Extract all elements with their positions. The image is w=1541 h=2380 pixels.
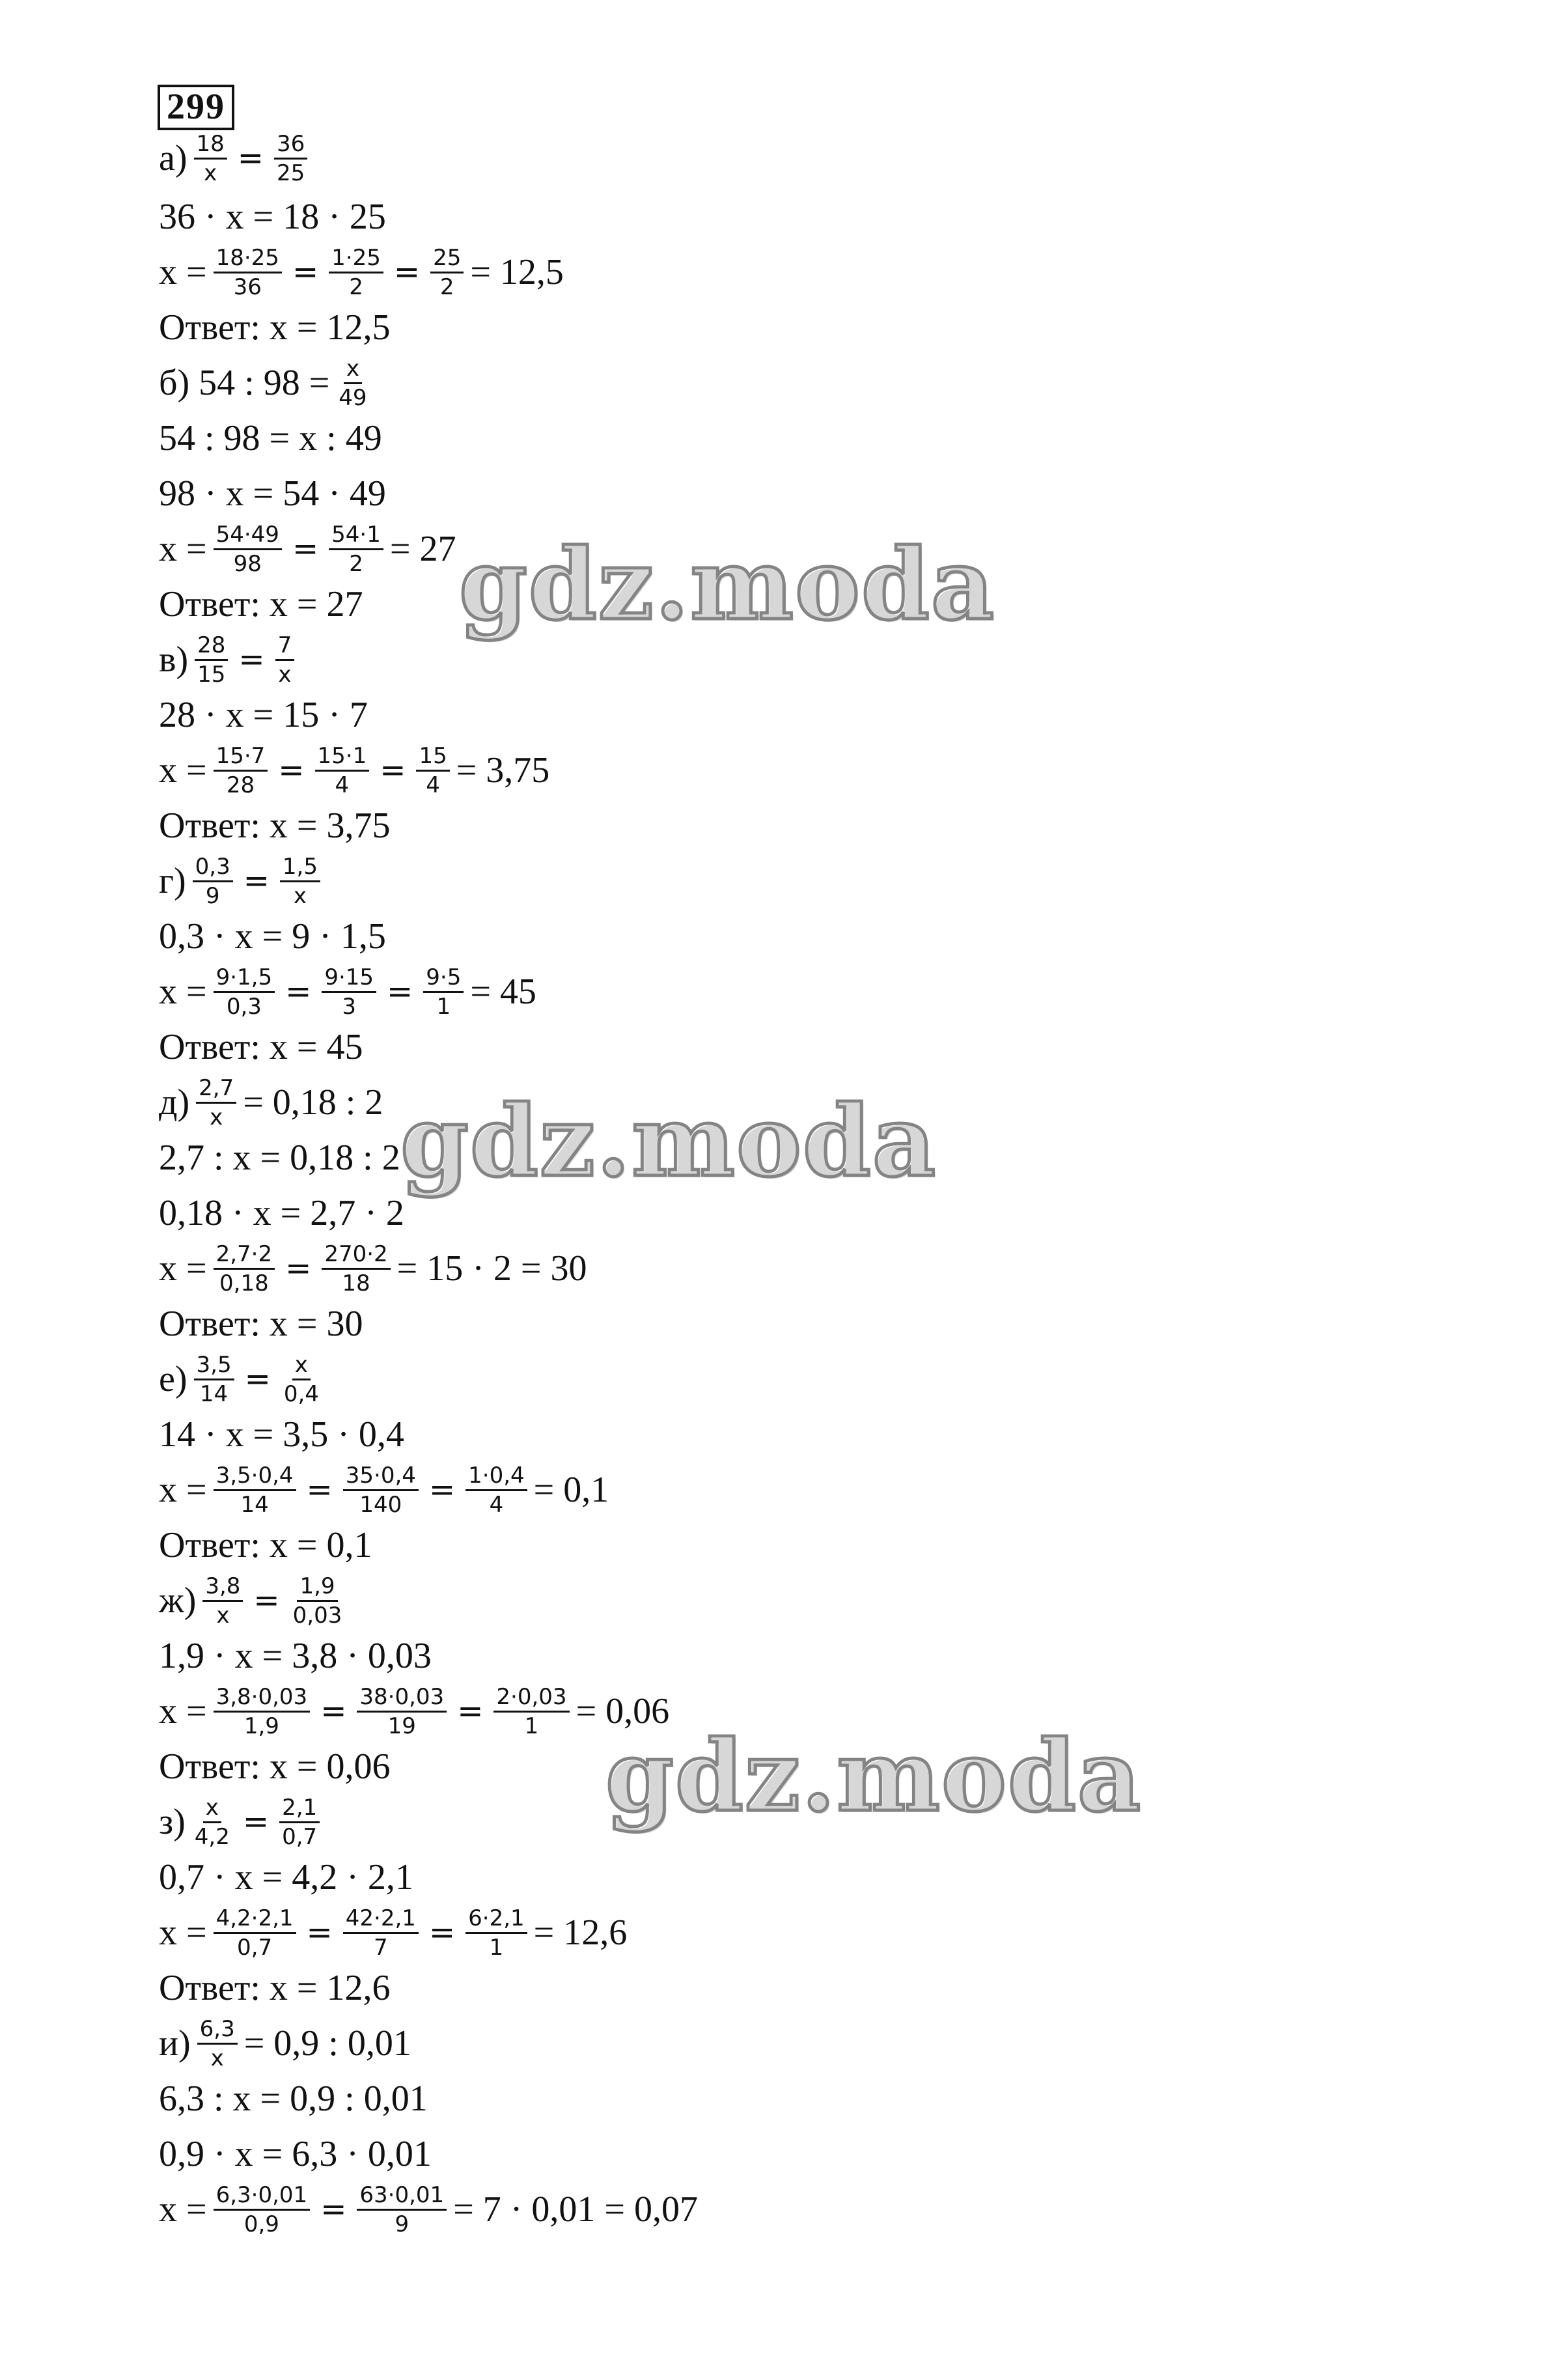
fraction-numerator: 9·5 [423, 966, 464, 993]
fraction-denominator: 36 [233, 273, 262, 300]
fraction [281, 1351, 322, 1407]
equals-sign: = [457, 1693, 484, 1729]
line-text: Ответ: x = 3,75 [159, 805, 391, 846]
item-label: з) [159, 1802, 186, 1842]
fraction [214, 742, 268, 798]
line-text: 0,7 · x = 4,2 · 2,1 [159, 1857, 413, 1897]
line-text: 6,3 : x = 0,9 : 0,01 [159, 2079, 428, 2119]
fraction-numerator: 25 [430, 247, 464, 273]
solution-line [156, 2015, 414, 2071]
line-lead: x = [159, 1248, 207, 1289]
fraction [214, 244, 282, 300]
fraction-numerator: 28 [195, 634, 228, 661]
fraction-numerator: 3,5 [194, 1354, 234, 1380]
line-lead: x = [159, 2189, 207, 2230]
line-lead: x = [159, 1470, 207, 1510]
line-text: 36 · x = 18 · 25 [159, 197, 386, 237]
fraction-denominator: x [210, 2045, 224, 2071]
fraction [193, 853, 233, 909]
fraction [290, 1575, 345, 1627]
fraction-numerator: 1·0,4 [465, 1464, 527, 1491]
fraction [329, 244, 383, 300]
equals-sign: = [306, 1914, 333, 1951]
solution-line [156, 798, 393, 854]
fraction [194, 130, 227, 186]
solution-line [156, 1240, 589, 1296]
fraction-numerator: 2,7 [196, 1077, 236, 1104]
equals-sign: = [243, 863, 270, 899]
fraction [214, 521, 282, 577]
fraction-denominator: 4 [489, 1491, 504, 1518]
fraction-denominator: 9 [395, 2211, 410, 2237]
fraction-numerator: 18 [194, 133, 227, 160]
line-lead: x = [159, 1691, 207, 1731]
line-text: 0,18 · x = 2,7 · 2 [159, 1193, 404, 1233]
fraction-numerator: 3,8·0,03 [214, 1686, 311, 1713]
fraction-denominator: 3 [342, 993, 356, 1020]
fraction-numerator: 15·1 [315, 745, 370, 772]
equals-sign: = [292, 531, 319, 567]
line-text: Ответ: x = 0,1 [159, 1525, 372, 1565]
fraction [275, 634, 295, 686]
fraction-denominator: 9 [205, 882, 220, 909]
fraction [214, 2181, 311, 2237]
fraction [315, 742, 370, 798]
fraction-denominator: 2 [349, 550, 363, 577]
fraction [202, 1575, 243, 1627]
fraction-denominator: 0,7 [237, 1934, 273, 1961]
line-text: Ответ: x = 30 [159, 1304, 363, 1344]
solution-line [156, 1683, 672, 1739]
fraction-numerator: 54·1 [329, 524, 383, 550]
fraction-denominator: 0,03 [292, 1602, 342, 1629]
fraction-denominator: 1 [489, 1934, 504, 1961]
solution-line [156, 1849, 416, 1905]
line-tail: = 15 · 2 = 30 [396, 1248, 587, 1289]
solution-line [156, 244, 566, 300]
equals-sign: = [292, 254, 319, 290]
fraction [493, 1683, 569, 1739]
fraction-denominator: x [216, 1602, 230, 1629]
fraction-numerator: 9·15 [322, 966, 376, 993]
fraction-numerator: 15 [416, 745, 449, 772]
equals-sign: = [253, 1582, 280, 1619]
solution-line [156, 355, 374, 411]
solution-line [156, 130, 311, 186]
solution-line [156, 2071, 430, 2127]
fraction [416, 742, 449, 798]
equals-sign: = [244, 1361, 271, 1397]
fraction-numerator: 3,5·0,4 [214, 1464, 296, 1491]
fraction-numerator: 38·0,03 [357, 1686, 447, 1713]
solution-line [156, 1960, 393, 2016]
fraction-numerator: 270·2 [322, 1243, 390, 1270]
fraction-numerator: 2,7·2 [214, 1243, 275, 1270]
line-lead: x = [159, 529, 207, 569]
line-tail: = 0,9 : 0,01 [243, 2023, 411, 2064]
line-text: 54 : 98 = x : 49 [159, 418, 382, 458]
fraction-numerator: 1·25 [329, 247, 383, 273]
fraction-denominator: 2 [439, 273, 454, 300]
line-text: 14 · x = 3,5 · 0,4 [159, 1414, 404, 1455]
solution-line [156, 742, 552, 798]
fraction [280, 853, 320, 909]
line-text: Ответ: x = 0,06 [159, 1746, 391, 1787]
solution-line [156, 576, 366, 632]
fraction-numerator: 63·0,01 [357, 2184, 447, 2211]
fraction-numerator: 15·7 [214, 745, 268, 772]
fraction [343, 1907, 419, 1959]
fraction [197, 2015, 238, 2071]
watermark: gdz.moda [459, 527, 996, 642]
solution-line [156, 1296, 366, 1352]
solution-line [156, 964, 539, 1020]
fraction-numerator: 3,8 [202, 1575, 243, 1602]
fraction-numerator: 6,3·0,01 [214, 2184, 311, 2211]
line-tail: = 45 [470, 972, 536, 1012]
fraction-denominator: 1,9 [243, 1713, 279, 1739]
fraction-numerator: 35·0,4 [343, 1464, 419, 1491]
line-lead: x = [159, 972, 207, 1012]
fraction-denominator: x [204, 160, 217, 186]
fraction-numerator: x [203, 1797, 221, 1823]
line-tail: = 3,75 [456, 750, 550, 791]
equals-sign: = [278, 752, 305, 789]
fraction-denominator: 4 [426, 772, 440, 798]
equals-sign: = [320, 1693, 347, 1729]
fraction-numerator: 4,2·2,1 [214, 1907, 296, 1934]
fraction-denominator: 0,7 [282, 1823, 318, 1850]
fraction-denominator: 4 [335, 772, 350, 798]
line-tail: = 7 · 0,01 = 0,07 [453, 2189, 698, 2230]
fraction [465, 1907, 527, 1959]
solution-line [156, 410, 385, 466]
fraction [343, 1464, 419, 1516]
fraction-numerator: 6·2,1 [465, 1907, 527, 1934]
line-text: 98 · x = 54 · 49 [159, 473, 386, 514]
fraction-denominator: x [293, 882, 307, 909]
line-tail: = 12,5 [470, 252, 564, 292]
fraction [322, 1240, 390, 1296]
equals-sign: = [428, 1914, 456, 1951]
equals-sign: = [285, 1250, 312, 1287]
item-label: г) [159, 861, 186, 901]
fraction-numerator: 36 [274, 133, 307, 160]
solution-line [156, 1905, 630, 1961]
fraction-denominator: 0,4 [283, 1380, 319, 1407]
line-tail: = 0,18 : 2 [243, 1082, 383, 1123]
line-tail: = 12,6 [533, 1912, 628, 1953]
fraction-denominator: x [278, 661, 292, 688]
item-label: а) [159, 138, 187, 178]
fraction-numerator: 7 [275, 634, 295, 661]
item-label: в) [159, 639, 189, 680]
fraction-denominator: 4,2 [194, 1823, 230, 1850]
fraction-numerator: 18·25 [214, 247, 282, 273]
solution-line [156, 853, 324, 909]
fraction-numerator: 1,9 [297, 1575, 337, 1602]
item-label: е) [159, 1359, 187, 1399]
solution-line [156, 1739, 393, 1795]
fraction-denominator: 2 [349, 273, 363, 300]
item-label: ж) [159, 1580, 197, 1621]
fraction [192, 1794, 232, 1850]
solution-line [156, 1351, 326, 1407]
fraction-denominator: 25 [277, 160, 305, 186]
line-text: 1,9 · x = 3,8 · 0,03 [159, 1636, 432, 1676]
fraction [214, 966, 275, 1018]
fraction [194, 1351, 234, 1407]
fraction-denominator: 18 [342, 1270, 370, 1296]
solution-line [156, 632, 298, 688]
fraction-denominator: 1 [524, 1713, 539, 1739]
line-tail: = 27 [389, 529, 456, 569]
line-text: Ответ: x = 27 [159, 584, 363, 624]
item-label: д) [159, 1082, 190, 1123]
fraction [423, 966, 464, 1018]
watermark: gdz.moda [605, 1719, 1143, 1834]
line-text: 2,7 : x = 0,18 : 2 [159, 1138, 400, 1178]
solution-line [156, 521, 458, 577]
line-tail: = 0,06 [576, 1691, 670, 1731]
line-lead: x = [159, 1912, 207, 1953]
solution-line [156, 2181, 701, 2237]
equals-sign: = [285, 973, 312, 1010]
fraction [214, 1907, 296, 1959]
fraction-denominator: 1 [436, 993, 451, 1020]
fraction-numerator: 6,3 [197, 2018, 238, 2045]
solution-line [156, 1130, 403, 1186]
fraction-denominator: 19 [387, 1713, 416, 1739]
solution-line [156, 2126, 434, 2182]
fraction-numerator: x [292, 1354, 311, 1380]
line-lead: x = [159, 252, 207, 292]
solution-line [156, 1794, 324, 1850]
fraction-denominator: 14 [240, 1491, 269, 1518]
line-text: Ответ: x = 12,6 [159, 1968, 391, 2008]
fraction-denominator: 0,3 [226, 993, 262, 1020]
fraction-denominator: 15 [197, 661, 226, 688]
fraction [279, 1794, 320, 1850]
fraction-numerator: 1,5 [280, 856, 320, 882]
fraction-denominator: 140 [359, 1491, 402, 1518]
task-number-box: 299 [158, 85, 234, 130]
fraction-denominator: 7 [374, 1934, 388, 1961]
fraction-denominator: x [210, 1104, 223, 1130]
solution-line [156, 908, 389, 964]
fraction-denominator: 14 [199, 1380, 229, 1407]
line-text: 0,9 · x = 6,3 · 0,01 [159, 2134, 432, 2174]
fraction [274, 130, 307, 186]
fraction [357, 2181, 447, 2237]
fraction-numerator: 42·2,1 [343, 1907, 419, 1934]
line-text: Ответ: x = 12,5 [159, 307, 391, 348]
fraction [465, 1464, 527, 1516]
fraction [357, 1683, 447, 1739]
fraction-denominator: 98 [233, 550, 262, 577]
solution-line [156, 1573, 348, 1629]
fraction-numerator: x [344, 357, 362, 384]
solution-line [156, 1185, 407, 1241]
line-lead: x = [159, 750, 207, 791]
solution-line [156, 1074, 385, 1130]
fraction [214, 1683, 311, 1739]
line-tail: = 0,1 [533, 1470, 609, 1510]
item-label: б) 54 : 98 = [159, 363, 330, 403]
fraction-numerator: 54·49 [214, 524, 282, 550]
fraction-denominator: 28 [226, 772, 255, 798]
line-text: 0,3 · x = 9 · 1,5 [159, 916, 386, 957]
solution-line [156, 1462, 611, 1518]
equals-sign: = [242, 1804, 270, 1840]
fraction [322, 966, 376, 1018]
fraction-denominator: 0,9 [243, 2211, 279, 2237]
equals-sign: = [320, 2191, 347, 2228]
solution-line [156, 1628, 434, 1684]
solution-line [156, 1019, 366, 1075]
fraction [329, 521, 383, 577]
fraction [196, 1074, 236, 1130]
equals-sign: = [238, 641, 265, 678]
fraction-numerator: 9·1,5 [214, 966, 275, 993]
equals-sign: = [380, 752, 406, 789]
fraction-numerator: 0,3 [193, 856, 233, 882]
fraction-denominator: 49 [339, 384, 367, 411]
watermark: gdz.moda [400, 1084, 937, 1199]
solution-line [156, 300, 393, 356]
equals-sign: = [237, 140, 264, 176]
solution-line [156, 687, 370, 743]
fraction [214, 1464, 296, 1516]
fraction-numerator: 2·0,03 [493, 1686, 569, 1713]
fraction-numerator: 2,1 [279, 1797, 320, 1823]
solution-line [156, 189, 389, 245]
fraction [214, 1240, 275, 1296]
fraction [430, 244, 464, 300]
equals-sign: = [387, 973, 413, 1010]
solution-line [156, 1517, 375, 1573]
line-text: 28 · x = 15 · 7 [159, 695, 368, 735]
fraction [336, 357, 369, 409]
fraction-denominator: 0,18 [219, 1270, 269, 1296]
fraction [195, 634, 228, 686]
item-label: и) [159, 2023, 191, 2064]
equals-sign: = [306, 1472, 333, 1508]
line-text: Ответ: x = 45 [159, 1027, 363, 1067]
solution-line [156, 466, 389, 522]
solution-line [156, 1407, 407, 1463]
equals-sign: = [393, 254, 421, 290]
equals-sign: = [428, 1472, 456, 1508]
